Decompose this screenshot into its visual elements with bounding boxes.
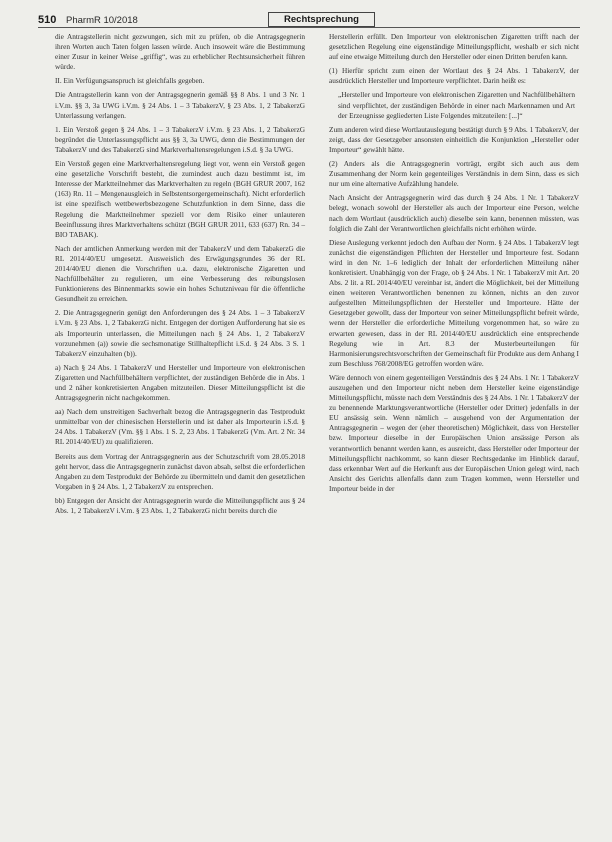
paragraph: 2. Die Antragsgegnerin genügt den Anforderungen des § 24 Abs. 1 – 3 TabakerzV i.V.m. § 23 Abs. 1, 2 TabakerzG nicht. Entgegen der dortigen Aufforderung hat sie es als Importeurin unterlassen, die Mitteilungen nach § 24 Abs. 1, 2 TabakerzV vorzunehmen (a)) sowie die sechsmonatige Stillhaltepflicht i.S.d. § 24 Abs. 3 S. 1 TabakerzV einzuhalten (b)). (55, 308, 305, 358)
left-column (55, 32, 305, 520)
paragraph: (2) Anders als die Antragsgegnerin vorträgt, ergibt sich auch aus dem Zusammenhang der Norm kein gegenteiliges Verständnis in dem Sinn, dass es sich nur um eine alternative Aufzählung handele. (329, 159, 579, 189)
page-number: 510 (38, 14, 57, 26)
paragraph: die Antragstellerin nicht gezwungen, sich mit zu prüfen, ob die Antragsgegnerin ihren Worten auch Taten folgen lassen würde. Auch insoweit wäre die Bestimmung einer Zusur in keiner Weise „griffig“, was zu erheblicher Rechtsunsicherheit führen würde. (55, 32, 305, 72)
paragraph: a) Nach § 24 Abs. 1 TabakerzV und Hersteller und Importeure von elektronischen Zigaretten und Nachfüllbehältern verpflichtet, der zuständigen Behörde die in Abs. 1 und 2 näher konkretisierten Angaben mitzuteilen. Dieser Mitteilungspflicht ist die Antragsgegnerin nicht nachgekommen. (55, 362, 305, 403)
section-label: Rechtsprechung (268, 12, 375, 27)
paragraph: aa) Nach dem unstreitigen Sachverhalt bezog die Antragsgegnerin das Testprodukt unmittelbar von der chinesischen Herstellerin und ist daher als Importeurin i.S.d. § 24 Abs. 1 TabakerzV (Vm. §§ 1 Abs. 1 S. 2, 23 Abs. 1 TabakerzG (Vm. Art. 2 Nr. 34 RL 2014/40/EU) zu qualifizieren. (55, 407, 305, 447)
header-rule (38, 27, 580, 28)
paragraph: Ein Verstoß gegen eine Marktverhaltensregelung liegt vor, wenn ein Verstoß gegen eine gesetzliche Vorschrift besteht, die zumindest auch dazu bestimmt ist, im Interesse der Marktteilnehmer das Marktverhalten zu regeln (BGH GRUR 2007, 162 (163) Rn. 11 – Mengenausgleich in Selbstentsorgergemeinschaft). Nicht erforderlich ist eine spezifisch wettbewerbsbezogene Schutzfunktion in dem Sinne, dass die Regelung die Marktteilnehmer speziell vor dem Risiko einer unlauteren Beeinflussung ihres Marktverhaltens schützt (BGH GRUR 2011, 633 (637) Rn. 34 – BIO TABAK). (55, 159, 305, 239)
block-quote: „Hersteller und Importeure von elektronischen Zigaretten und Nachfüllbehältern sind verpflichtet, der zuständigen Behörde in einer nach Markennamen und Art der Erzeugnisse gegliederten Liste Folgendes mitzuteilen: [...]“ (338, 90, 575, 120)
paragraph: Wäre dennoch von einem gegenteiligen Verständnis des § 24 Abs. 1 Nr. 1 TabakerzV auszugehen und den Importeur nicht neben dem Hersteller keine eigenständige Mitteilungspflicht, müsste nach dem Verständnis des § 24 Abs. 1 Nr. 1 TabakerzV der zu benennende Marktungsverantwortliche (Hersteller oder Dritter) jedenfalls in der EU ansässig sein. Wenn nämlich – ausgehend von der Argumentation der Antragsgegnerin – wegen der (eher theoretischen) Möglichkeit, dass von Hersteller bzw. Importeur dieselbe in der Europäischen Union ansässige Person als verantwortlich benannt werden kann, es ausreicht, dass Hersteller oder Importeur der Mitteilungspflicht nachkommt, so kann dieser Rechtsgedanke im Hinblick darauf, dass erkennbar Wert auf die Herkunft aus der Europäischen Union gelegt wird, nach Ansicht des Gerichts allenfalls dann zum Tragen kommen, wenn Hersteller und Importeur beide in der (329, 372, 579, 493)
paragraph: Bereits aus dem Vortrag der Antragsgegnerin aus der Schutzschrift vom 28.05.2018 geht hervor, dass die Antragsgegnerin zunächst davon absah, selbst die erforderlichen Angaben zu dem Testprodukt der Behörde zu übermitteln und damit den gesetzlichen Vorgaben in § 24 Abs. 1, 2 TabakerzV zu entsprechen. (55, 451, 305, 491)
paragraph: bb) Entgegen der Ansicht der Antragsgegnerin wurde die Mitteilungspflicht aus § 24 Abs. 1, 2 TabakerzV i.V.m. § 23 Abs. 1, 2 TabakerzG nicht bereits durch die (55, 495, 305, 516)
paragraph: Nach Ansicht der Antragsgegnerin wird das durch § 24 Abs. 1 Nr. 1 TabakerzV belegt, wonach sowohl der Hersteller als auch der Importeur eine Person, welche nach dem Wortlaut (ausdrücklich auch) dieselbe sein kann, benennen müssten, was folglich die Zahl der Verantwortlichen gleichfalls nicht erhöhen würde. (329, 193, 579, 233)
paragraph: Die Antragstellerin kann von der Antragsgegnerin gemäß §§ 8 Abs. 1 und 3 Nr. 1 i.V.m. §§ 3, 3a UWG i.V.m. § 24 Abs. 1 – 3 TabakerzV, § 23 Abs. 1, 2 TabakerzG Unterlassung verlangen. (55, 90, 305, 120)
paragraph: (1) Hierfür spricht zum einen der Wortlaut des § 24 Abs. 1 TabakerzV, der ausdrücklich Hersteller und Importeure verpflichtet. Darin heißt es: (329, 66, 579, 86)
paragraph: II. Ein Verfügungsanspruch ist gleichfalls gegeben. (55, 76, 205, 86)
paragraph: Zum anderen wird diese Wortlautauslegung bestätigt durch § 9 Abs. 1 TabakerzV, der zeigt, dass der Gesetzgeber ansonsten einheitlich die Konjunktion „Hersteller oder Importeur“ gewählt hätte. (329, 124, 579, 154)
paragraph: Diese Auslegung verkennt jedoch den Aufbau der Norm. § 24 Abs. 1 TabakerzV legt zunächst die eigenständigen Pflichten der Hersteller und Importeure fest. Sodann wird in den Nr. 1–6 lediglich der Inhalt der erforderlichen Mitteilung näher konkretisiert. Unabhängig von der Frage, ob § 24 Abs. 1 Nr. 1 TabakerzV mit Art. 20 Abs. 2 lit. a RL 2014/40/EU vereinbar ist, ändert die Möglichkeit, bei der Mitteilung einen weiteren Verantwortlichen benennen zu können, nichts an den zuvor aufgestellten Mitteilungspflichten der Hersteller und Importeure. Hätte der Gesetzgeber gewollt, dass der Importeur von seiner Mitteilungspflicht befreit würde, wenn der Hersteller die erforderliche Mitteilung vorgenommen hat, so wäre zu erwarten gewesen, dass in der RL 2014/40/EU ausdrücklich eine entsprechende Regelung wie in Art. 8.3 der Musterbeurteilungen für Harmonisierungsrechtsvorschriften der Gemeinschaft für Produkte aus dem Anhang I zum Beschluss 768/2008/EG getroffen worden wäre. (329, 237, 579, 368)
journal-citation: PharmR 10/2018 (66, 15, 138, 26)
paragraph: Herstellerin erfüllt. Den Importeur von elektronischen Zigaretten trifft nach der gesetzlichen Regelung eine eigenständige Mitteilungspflicht, weshalb er sich nicht auf eine etwaige Mitteilung durch den Hersteller oder einen Dritten berufen kann. (329, 32, 579, 62)
paragraph: 1. Ein Verstoß gegen § 24 Abs. 1 – 3 TabakerzV i.V.m. § 23 Abs. 1, 2 TabakerzG begründet die Unterlassungspflicht aus §§ 3, 3a UWG, denn die Bestimmungen der TabakerzV und des TabakerzG sind Marktverhaltensregelungen i.S.d. § 3a UWG. (55, 124, 305, 154)
paragraph: Nach der amtlichen Anmerkung werden mit der TabakerzV und dem TabakerzG die RL 2014/40/EU umgesetzt. Ausweislich des Erwägungsgrundes 36 der RL 2014/40/EU dienen die Vorschriften u.a. dazu, elektronische Zigaretten und Nachfüllbehälter zu regulieren, um eine Verbesserung des reibungslosen Funktionierens des Binnenmarkts sowie ein hohes Schutzniveau für die öffentliche Gesundheit zu erreichen. (55, 243, 305, 304)
right-column (329, 32, 579, 498)
